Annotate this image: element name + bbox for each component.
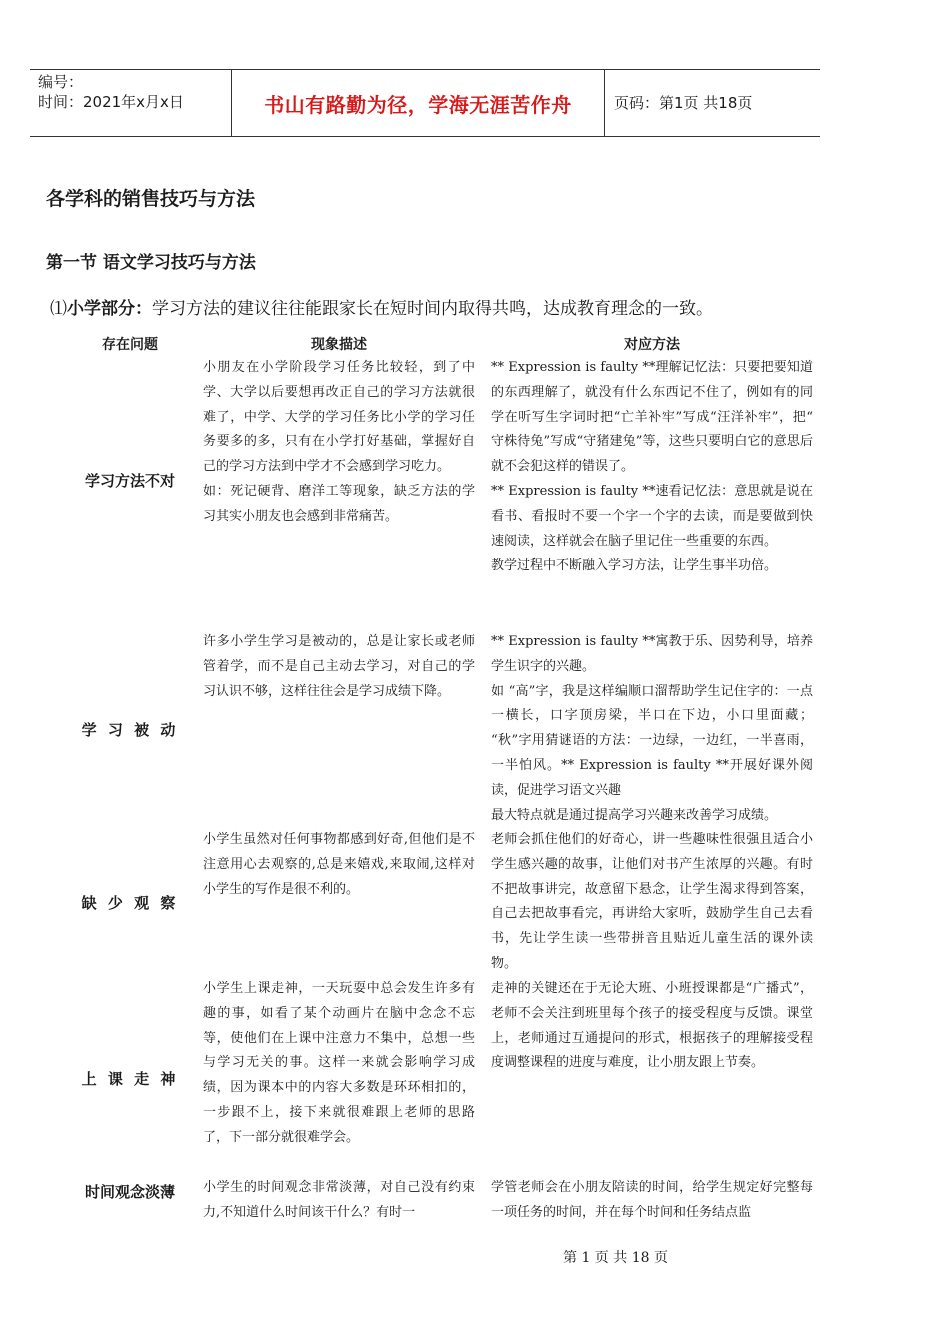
column-header-description: 现象描述 <box>311 337 367 353</box>
header-bottom-rule <box>30 136 820 137</box>
header-divider-right <box>604 70 605 136</box>
intro-bold-label: 小学部分： <box>67 299 152 319</box>
page-footer: 第 1 页 共 18 页 <box>563 1250 668 1266</box>
header-motto: 书山有路勤为径，学海无涯苦作舟 <box>264 92 572 117</box>
column-header-method: 对应方法 <box>624 337 680 353</box>
document-title: 各学科的销售技巧与方法 <box>46 188 256 210</box>
row-method-passive-learning <box>491 630 813 828</box>
paragraph: 小朋友在小学阶段学习任务比较轻，到了中学、大学以后要想再改正自己的学习方法就很难了，中学、大学的学习任务比小学的学习任务要多的多，只有在小学打好基础，掌握好自己的学习方法到中学才不会感到学习吃力。 <box>203 360 475 475</box>
row-description-distraction: 小学生上课走神，一天玩耍中总会发生许多有趣的事，如看了某个动画片在脑中念念不忘等，使他们在上课中注意力不集中，总想一些与学习无关的事。这样一来就会影响学习成绩，因为课本中的内容大多数是环环相扣的，一步跟不上，接下来就很难跟上老师的思路了，下一部分就很难学会。 <box>203 981 475 1145</box>
row-description-time-awareness: 小学生的时间观念非常淡薄，对自己没有约束力,不知道什么时间该干什么？有时一 <box>203 1180 475 1220</box>
row-description-passive-learning: 许多小学生学习是被动的，总是让家长或老师管着学，而不是自己主动去学习，对自己的学习认识不够，这样往往会是学习成绩下降。 <box>203 634 475 699</box>
row-issue-study-method: 学习方法不对 <box>84 472 175 490</box>
column-header-issue: 存在问题 <box>102 337 158 353</box>
document-time-label: 时间：2021年x月x日 <box>38 93 184 111</box>
header-page-label: 页码：第1页 共18页 <box>614 94 753 112</box>
row-method-study-method <box>491 356 813 579</box>
paragraph: 教学过程中不断融入学习方法，让学生事半功倍。 <box>491 558 778 574</box>
row-issue-lack-observation: 缺 少 观 察 <box>81 894 179 912</box>
row-method-lack-observation: 老师会抓住他们的好奇心，讲一些趣味性很强且适合小学生感兴趣的故事，让他们对书产生浓厚的兴趣。有时不把故事讲完，故意留下悬念，让学生渴求得到答案，自己去把故事看完，再讲给大家听，鼓励学生自己去看书，先让学生读一些带拼音且贴近儿童生活的课外读物。 <box>491 832 813 971</box>
intro-marker: ⑴ <box>50 299 67 319</box>
row-description-study-method <box>203 356 475 530</box>
paragraph: 如：死记硬背、磨洋工等现象，缺乏方法的学习其实小朋友也会感到非常痛苦。 <box>203 483 475 524</box>
row-method-time-awareness: 学管老师会在小朋友陪读的时间，给学生规定好完整每一项任务的时间，并在每个时间和任务结点监 <box>491 1180 813 1220</box>
row-description-lack-observation: 小学生虽然对任何事物都感到好奇,但他们是不注意用心去观察的,总是来嬉戏,来取闹,这样对小学生的写作是很不利的。 <box>203 832 475 897</box>
document-number-label: 编号： <box>38 73 84 91</box>
paragraph: 如 “高”字，我是这样编顺口溜帮助学生记住字的：一点一横长，口字顶房梁，半口在下边，小口里面藏； “秋”字用猜谜语的方法：一边绿，一边红，一半喜雨，一半怕风。** Expression is faulty **开展好课外阅读，促进学习语文兴趣 <box>491 683 813 798</box>
paragraph: ** Expression is faulty **速看记忆法：意思就是说在看书、看报时不要一个字一个字的去读，而是要做到快速阅读，这样就会在脑子里记住一些重要的东西。 <box>491 483 813 549</box>
row-method-distraction: 走神的关键还在于无论大班、小班授课都是“广播式”，老师不会关注到班里每个孩子的接受程度与反馈。课堂上，老师通过互通提问的形式，根据孩子的理解接受程度调整课程的进度与难度，让小朋友跟上节奏。 <box>491 981 813 1071</box>
paragraph: ** Expression is faulty **理解记忆法：只要把要知道的东西理解了，就没有什么东西记不住了，例如有的同学在听写生字词时把“亡羊补牢”写成“汪洋补牢”，把“ 守株待兔”写成“守猪建兔”等，这些只要明白它的意思后就不会犯这样的错误了。 <box>491 360 813 475</box>
paragraph: ** Expression is faulty **寓教于乐、因势利导，培养学生识字的兴趣。 <box>491 634 813 674</box>
header-meta <box>38 72 184 112</box>
intro-text: 学习方法的建议往往能跟家长在短时间内取得共鸣，达成教育理念的一致。 <box>152 299 713 319</box>
paragraph: 最大特点就是通过提高学习兴趣来改善学习成绩。 <box>491 807 778 823</box>
row-issue-passive-learning: 学 习 被 动 <box>81 721 179 739</box>
row-issue-time-awareness: 时间观念淡薄 <box>84 1183 175 1201</box>
row-issue-distraction: 上 课 走 神 <box>81 1070 179 1088</box>
intro-paragraph <box>50 294 713 319</box>
section-title: 第一节 语文学习技巧与方法 <box>46 253 256 273</box>
